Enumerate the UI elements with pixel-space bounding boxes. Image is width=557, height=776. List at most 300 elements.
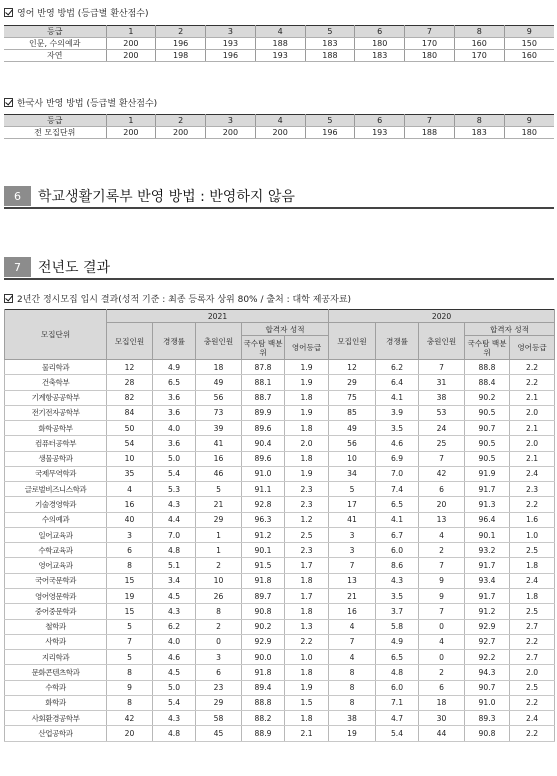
score-cell: 200 [106, 127, 156, 139]
dept-name: 수학과 [5, 680, 107, 695]
result-cell: 16 [196, 451, 242, 466]
result-cell: 18 [419, 695, 465, 710]
score-cell: 200 [156, 127, 206, 139]
result-cell: 2.4 [510, 573, 555, 588]
dept-name: 전기전자공학부 [5, 405, 107, 420]
result-cell: 6.0 [376, 543, 419, 558]
result-cell: 2.2 [510, 375, 555, 390]
result-cell: 3.9 [376, 405, 419, 420]
result-cell: 89.9 [242, 405, 285, 420]
result-cell: 4 [419, 527, 465, 542]
dept-name: 국어국문학과 [5, 573, 107, 588]
result-cell: 2 [419, 665, 465, 680]
result-cell: 90.7 [465, 421, 510, 436]
english-grade-header: 영어등급 [510, 336, 555, 360]
result-cell: 5.4 [153, 466, 196, 481]
result-cell: 4.8 [153, 726, 196, 741]
result-cell: 3 [107, 527, 153, 542]
grade-number: 2 [156, 26, 206, 38]
table-row [5, 619, 555, 634]
result-cell: 88.9 [242, 726, 285, 741]
result-cell: 87.8 [242, 360, 285, 375]
result-cell: 5.8 [376, 619, 419, 634]
result-cell: 4 [107, 482, 153, 497]
result-cell: 3.6 [153, 405, 196, 420]
result-cell: 2.3 [510, 482, 555, 497]
result-cell: 2.1 [510, 421, 555, 436]
result-cell: 6.2 [376, 360, 419, 375]
table-row [5, 375, 555, 390]
result-cell: 91.7 [465, 482, 510, 497]
ksm-percentile-header: 국수탐 백분위 [465, 336, 510, 360]
result-cell: 4.6 [376, 436, 419, 451]
result-cell: 6.7 [376, 527, 419, 542]
result-cell: 12 [329, 360, 376, 375]
result-cell: 35 [107, 466, 153, 481]
result-cell: 4.8 [153, 543, 196, 558]
result-cell: 7 [107, 634, 153, 649]
result-cell: 2.7 [510, 619, 555, 634]
result-cell: 38 [419, 390, 465, 405]
english-title-text: 영어 반영 방법 (등급별 환산점수) [17, 9, 149, 19]
result-cell: 1.8 [285, 421, 329, 436]
result-cell: 93.2 [465, 543, 510, 558]
result-cell: 92.7 [465, 634, 510, 649]
result-cell: 90.4 [242, 436, 285, 451]
result-cell: 2.1 [510, 451, 555, 466]
result-cell: 2.0 [510, 436, 555, 451]
result-cell: 2.7 [510, 650, 555, 665]
result-cell: 92.9 [242, 634, 285, 649]
result-cell: 15 [107, 604, 153, 619]
result-cell: 6.2 [153, 619, 196, 634]
section-7-heading [4, 256, 554, 280]
result-cell: 17 [329, 497, 376, 512]
score-cell: 170 [454, 50, 504, 62]
table-row [5, 588, 555, 603]
dept-header: 모집단위 [5, 310, 107, 360]
table-row [5, 711, 555, 726]
result-cell: 90.2 [465, 390, 510, 405]
result-cell: 10 [107, 451, 153, 466]
result-cell: 24 [419, 421, 465, 436]
result-cell: 93.4 [465, 573, 510, 588]
result-cell: 1.2 [285, 512, 329, 527]
recruit-header: 모집인원 [107, 323, 153, 360]
result-cell: 9 [419, 588, 465, 603]
result-cell: 2 [196, 619, 242, 634]
result-cell: 6.5 [153, 375, 196, 390]
result-cell: 2.3 [285, 497, 329, 512]
result-cell: 5 [107, 619, 153, 634]
result-cell: 1.9 [285, 360, 329, 375]
result-cell: 6.4 [376, 375, 419, 390]
result-cell: 42 [107, 711, 153, 726]
result-cell: 89.6 [242, 451, 285, 466]
result-cell: 91.7 [465, 558, 510, 573]
result-cell: 2.2 [510, 726, 555, 741]
result-cell: 6 [107, 543, 153, 558]
result-cell: 91.8 [242, 573, 285, 588]
english-grade-header: 영어등급 [285, 336, 329, 360]
result-cell: 88.2 [242, 711, 285, 726]
result-cell: 8 [107, 665, 153, 680]
checkbox-icon [4, 98, 13, 107]
result-cell: 7.4 [376, 482, 419, 497]
competition-header: 경쟁률 [376, 323, 419, 360]
score-cell: 200 [206, 127, 256, 139]
result-cell: 2.2 [510, 634, 555, 649]
result-cell: 90.5 [465, 451, 510, 466]
score-cell: 170 [405, 38, 455, 50]
dept-name: 국제무역학과 [5, 466, 107, 481]
score-cell: 183 [305, 38, 355, 50]
grade-label: 등급 [4, 115, 106, 127]
result-cell: 46 [196, 466, 242, 481]
result-cell: 38 [329, 711, 376, 726]
results-title-text: 2년간 정시모집 입시 결과(성적 기준 : 최종 등록자 상위 80% / 출처 : 대학 제공자료) [17, 295, 352, 305]
results-section-title [4, 292, 351, 305]
checkbox-icon [4, 294, 13, 303]
result-cell: 4.3 [376, 573, 419, 588]
dept-name: 영어교육과 [5, 558, 107, 573]
result-cell: 3.6 [153, 390, 196, 405]
dept-name: 사회환경공학부 [5, 711, 107, 726]
result-cell: 2.2 [510, 497, 555, 512]
result-cell: 88.4 [465, 375, 510, 390]
grade-number: 2 [156, 115, 206, 127]
result-cell: 90.7 [465, 680, 510, 695]
result-cell: 96.4 [465, 512, 510, 527]
result-cell: 91.0 [242, 466, 285, 481]
table-row [5, 497, 555, 512]
result-cell: 84 [107, 405, 153, 420]
result-cell: 7 [419, 558, 465, 573]
table-row [5, 527, 555, 542]
result-cell: 89.4 [242, 680, 285, 695]
grade-number: 4 [255, 115, 305, 127]
result-cell: 50 [107, 421, 153, 436]
result-cell: 92.8 [242, 497, 285, 512]
ksm-percentile-header: 국수탐 백분위 [242, 336, 285, 360]
result-cell: 40 [107, 512, 153, 527]
result-cell: 90.5 [465, 405, 510, 420]
result-cell: 90.1 [465, 527, 510, 542]
result-cell: 31 [419, 375, 465, 390]
year-2020-header: 2020 [329, 310, 555, 323]
section-6-number: 6 [4, 186, 31, 206]
result-cell: 90.2 [242, 619, 285, 634]
result-cell: 4.3 [153, 711, 196, 726]
dept-name: 기계항공공학부 [5, 390, 107, 405]
score-cell: 180 [355, 38, 405, 50]
result-cell: 91.0 [465, 695, 510, 710]
result-cell: 2.3 [285, 543, 329, 558]
result-cell: 91.1 [242, 482, 285, 497]
dept-name: 산업공학과 [5, 726, 107, 741]
dept-name: 철학과 [5, 619, 107, 634]
result-cell: 89.7 [242, 588, 285, 603]
result-cell: 3 [329, 543, 376, 558]
result-cell: 21 [196, 497, 242, 512]
result-cell: 4.1 [376, 390, 419, 405]
score-cell: 160 [504, 50, 554, 62]
grade-number: 3 [206, 26, 256, 38]
result-cell: 7 [419, 604, 465, 619]
result-cell: 4.5 [153, 665, 196, 680]
result-cell: 2.5 [510, 604, 555, 619]
grade-number: 4 [255, 26, 305, 38]
score-cell: 196 [206, 50, 256, 62]
result-cell: 56 [329, 436, 376, 451]
result-cell: 13 [419, 512, 465, 527]
result-cell: 91.2 [465, 604, 510, 619]
result-cell: 88.1 [242, 375, 285, 390]
result-cell: 1.9 [285, 466, 329, 481]
result-cell: 42 [419, 466, 465, 481]
score-cell: 196 [156, 38, 206, 50]
header-row [4, 26, 554, 38]
result-cell: 4.4 [153, 512, 196, 527]
result-cell: 8 [196, 604, 242, 619]
result-cell: 29 [329, 375, 376, 390]
result-cell: 4.5 [153, 588, 196, 603]
dept-name: 수학교육과 [5, 543, 107, 558]
result-cell: 90.1 [242, 543, 285, 558]
result-cell: 10 [196, 573, 242, 588]
result-cell: 8 [329, 665, 376, 680]
result-cell: 5.4 [153, 695, 196, 710]
result-cell: 85 [329, 405, 376, 420]
result-cell: 2.0 [285, 436, 329, 451]
result-cell: 13 [329, 573, 376, 588]
history-section-title [4, 96, 157, 109]
result-cell: 90.5 [465, 436, 510, 451]
result-cell: 4.9 [376, 634, 419, 649]
result-cell: 0 [419, 619, 465, 634]
grade-number: 9 [504, 26, 554, 38]
result-cell: 1.9 [285, 375, 329, 390]
result-cell: 75 [329, 390, 376, 405]
result-cell: 5 [196, 482, 242, 497]
result-cell: 91.8 [242, 665, 285, 680]
result-cell: 4.6 [153, 650, 196, 665]
result-cell: 1.0 [510, 527, 555, 542]
result-cell: 2.5 [285, 527, 329, 542]
result-cell: 1.5 [285, 695, 329, 710]
pass-score-header: 합격자 성적 [465, 323, 555, 336]
dept-name: 중어중문학과 [5, 604, 107, 619]
result-cell: 1.0 [285, 650, 329, 665]
result-cell: 90.8 [242, 604, 285, 619]
table-row [5, 421, 555, 436]
grade-number: 8 [454, 26, 504, 38]
result-cell: 2.2 [510, 695, 555, 710]
section-7-title: 전년도 결과 [38, 260, 111, 276]
result-cell: 9 [107, 680, 153, 695]
result-cell: 5.3 [153, 482, 196, 497]
result-cell: 4 [329, 619, 376, 634]
result-cell: 2.0 [510, 405, 555, 420]
result-cell: 8.6 [376, 558, 419, 573]
result-cell: 1.8 [285, 390, 329, 405]
table-row [4, 50, 554, 62]
section-6-title: 학교생활기록부 반영 방법 : 반영하지 않음 [38, 189, 295, 205]
table-row [5, 573, 555, 588]
grade-number: 9 [504, 115, 554, 127]
result-cell: 19 [107, 588, 153, 603]
result-cell: 25 [419, 436, 465, 451]
result-cell: 88.8 [465, 360, 510, 375]
result-cell: 89.3 [465, 711, 510, 726]
result-cell: 49 [196, 375, 242, 390]
result-cell: 3.7 [376, 604, 419, 619]
result-cell: 5 [329, 482, 376, 497]
result-cell: 91.5 [242, 558, 285, 573]
score-cell: 198 [156, 50, 206, 62]
score-cell: 196 [305, 127, 355, 139]
result-cell: 1.8 [510, 588, 555, 603]
result-cell: 18 [196, 360, 242, 375]
table-row [5, 436, 555, 451]
dept-name: 영어영문학과 [5, 588, 107, 603]
result-cell: 7 [329, 558, 376, 573]
score-cell: 193 [355, 127, 405, 139]
dept-name: 화학과 [5, 695, 107, 710]
result-cell: 6 [196, 665, 242, 680]
result-cell: 73 [196, 405, 242, 420]
result-cell: 1.8 [510, 558, 555, 573]
result-cell: 4.9 [153, 360, 196, 375]
dept-name: 컴퓨터공학부 [5, 436, 107, 451]
result-cell: 34 [329, 466, 376, 481]
result-cell: 91.2 [242, 527, 285, 542]
result-cell: 2.4 [510, 466, 555, 481]
result-cell: 5.0 [153, 451, 196, 466]
result-cell: 6 [419, 482, 465, 497]
result-cell: 49 [329, 421, 376, 436]
result-cell: 8 [107, 558, 153, 573]
result-cell: 3 [196, 650, 242, 665]
result-cell: 5.0 [153, 680, 196, 695]
result-cell: 4.0 [153, 421, 196, 436]
result-cell: 8 [329, 680, 376, 695]
result-cell: 2.5 [510, 543, 555, 558]
result-cell: 4.3 [153, 497, 196, 512]
result-cell: 2 [419, 543, 465, 558]
result-cell: 91.3 [465, 497, 510, 512]
score-cell: 180 [405, 50, 455, 62]
result-cell: 4.1 [376, 512, 419, 527]
result-cell: 53 [419, 405, 465, 420]
row-label: 인문, 수의예과 [4, 38, 106, 50]
recruit-header: 모집인원 [329, 323, 376, 360]
table-row [5, 390, 555, 405]
result-cell: 7 [329, 634, 376, 649]
result-cell: 8 [329, 695, 376, 710]
result-cell: 6.0 [376, 680, 419, 695]
result-cell: 12 [107, 360, 153, 375]
result-cell: 7.0 [376, 466, 419, 481]
result-cell: 1.6 [510, 512, 555, 527]
dept-name: 글로벌비즈니스학과 [5, 482, 107, 497]
table-row [5, 512, 555, 527]
result-cell: 29 [196, 695, 242, 710]
result-cell: 88.8 [242, 695, 285, 710]
score-cell: 160 [454, 38, 504, 50]
table-row [4, 38, 554, 50]
result-cell: 6.5 [376, 497, 419, 512]
result-cell: 89.6 [242, 421, 285, 436]
english-grade-table [4, 25, 554, 62]
score-cell: 183 [355, 50, 405, 62]
grade-number: 7 [405, 115, 455, 127]
grade-number: 5 [305, 26, 355, 38]
result-cell: 20 [419, 497, 465, 512]
row-label: 전 모집단위 [4, 127, 106, 139]
dept-name: 물리학과 [5, 360, 107, 375]
grade-label: 등급 [4, 26, 106, 38]
result-cell: 15 [107, 573, 153, 588]
result-cell: 1 [196, 527, 242, 542]
result-cell: 7.0 [153, 527, 196, 542]
table-row [5, 466, 555, 481]
result-cell: 3.5 [376, 588, 419, 603]
result-cell: 4 [419, 634, 465, 649]
result-cell: 96.3 [242, 512, 285, 527]
grade-number: 6 [355, 26, 405, 38]
result-cell: 2.0 [510, 665, 555, 680]
score-cell: 200 [106, 38, 156, 50]
additional-header: 충원인원 [419, 323, 465, 360]
result-cell: 90.0 [242, 650, 285, 665]
table-row [5, 482, 555, 497]
result-cell: 56 [196, 390, 242, 405]
result-cell: 58 [196, 711, 242, 726]
result-cell: 90.8 [465, 726, 510, 741]
dept-name: 생물공학과 [5, 451, 107, 466]
result-cell: 1.8 [285, 573, 329, 588]
result-cell: 2.4 [510, 711, 555, 726]
result-cell: 1.8 [285, 604, 329, 619]
result-cell: 0 [419, 650, 465, 665]
result-cell: 8 [107, 695, 153, 710]
result-cell: 2.2 [285, 634, 329, 649]
result-cell: 54 [107, 436, 153, 451]
history-title-text: 한국사 반영 방법 (등급별 환산점수) [17, 99, 158, 109]
result-cell: 4.0 [153, 634, 196, 649]
result-cell: 28 [107, 375, 153, 390]
dept-name: 건축학부 [5, 375, 107, 390]
result-cell: 4.7 [376, 711, 419, 726]
result-cell: 4.3 [153, 604, 196, 619]
table-row [5, 405, 555, 420]
grade-number: 5 [305, 115, 355, 127]
result-cell: 2.5 [510, 680, 555, 695]
result-cell: 45 [196, 726, 242, 741]
result-cell: 16 [329, 604, 376, 619]
result-cell: 1.7 [285, 588, 329, 603]
grade-number: 7 [405, 26, 455, 38]
result-cell: 44 [419, 726, 465, 741]
table-row [5, 634, 555, 649]
dept-name: 기술경영학과 [5, 497, 107, 512]
result-cell: 20 [107, 726, 153, 741]
year-2021-header: 2021 [107, 310, 329, 323]
result-cell: 6.9 [376, 451, 419, 466]
grade-number: 6 [355, 115, 405, 127]
additional-header: 충원인원 [196, 323, 242, 360]
